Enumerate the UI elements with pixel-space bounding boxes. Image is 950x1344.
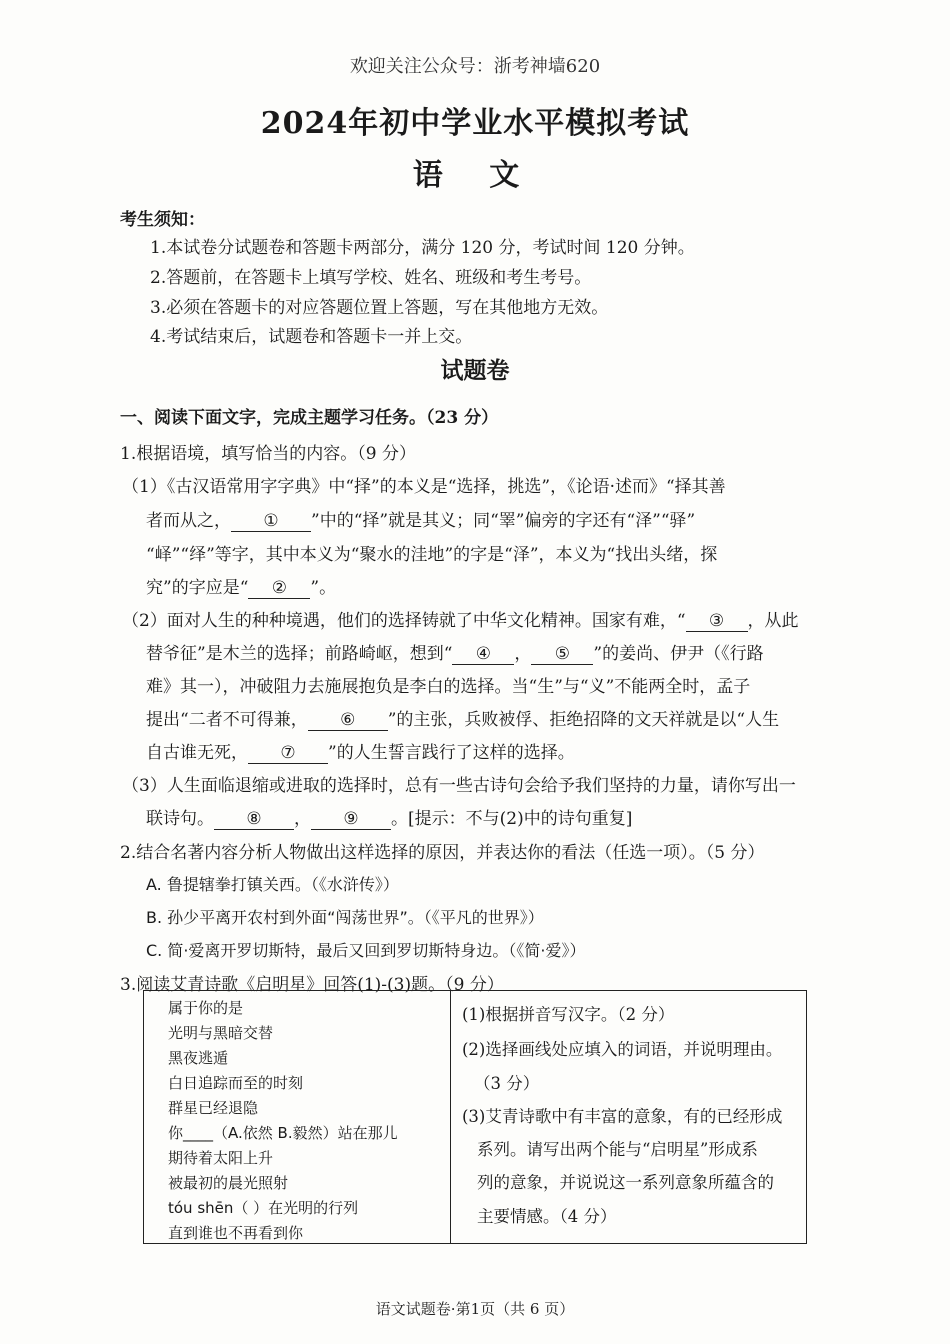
notice-item: 2.答题前，在答题卡上填写学校、姓名、班级和考生考号。	[150, 268, 592, 288]
q1-p2-line: 难》其一），冲破阻力去施展抱负是李白的选择。当“生”与“义”不能两全时，孟子	[146, 677, 751, 697]
answer-blank[interactable]: ⑤	[531, 645, 593, 665]
q3-task-2-score: （3 分）	[474, 1074, 540, 1093]
answer-blank[interactable]: ①	[231, 512, 311, 532]
notice-item: 4.考试结束后，试题卷和答题卡一并上交。	[150, 327, 473, 347]
q1-p2-line: （2）面对人生的种种境遇，他们的选择铸就了中华文化精神。国家有难，“ ③ ，从此	[122, 611, 799, 631]
q1-p2-line: 替爷征”是木兰的选择；前路崎岖，想到“ ④ ， ⑤ ”的姜尚、伊尹（《行路	[146, 644, 764, 664]
answer-blank[interactable]: ⑨	[311, 810, 391, 830]
q3-task-2: (2)选择画线处应填入的词语，并说明理由。	[462, 1040, 783, 1059]
section-title: 试题卷	[440, 357, 510, 384]
q3-stem: 3.阅读艾青诗歌《启明星》回答(1)-(3)题。（9 分）	[120, 975, 504, 995]
answer-blank[interactable]: ⑦	[248, 744, 328, 764]
poem-line: 白日追踪而至的时刻	[168, 1074, 304, 1092]
q1-p3-line: 联诗句。 ⑧ ， ⑨ 。[提示：不与(2)中的诗句重复]	[146, 809, 633, 829]
q1-p1-line: 者而从之， ① ”中的“择”就是其义；同“睪”偏旁的字还有“泽”“驿”	[146, 511, 696, 531]
answer-blank[interactable]: ⑧	[214, 810, 294, 830]
poem-line: tóu shēn（ ）在光明的行列	[168, 1199, 359, 1217]
answer-blank[interactable]: ④	[452, 645, 514, 665]
poem-line: 群星已经退隐	[168, 1099, 259, 1117]
answer-blank[interactable]: ②	[248, 579, 310, 599]
q2-option-a: A. 鲁提辖拳打镇关西。（《水浒传》）	[146, 875, 399, 894]
q3-task-1: (1)根据拼音写汉字。（2 分）	[462, 1005, 675, 1024]
notice-item: 1.本试卷分试题卷和答题卡两部分，满分 120 分，考试时间 120 分钟。	[150, 238, 695, 258]
poem-line: 黑夜逃遁	[168, 1049, 229, 1067]
answer-blank[interactable]: ⑥	[308, 711, 388, 731]
part1-heading: 一、阅读下面文字，完成主题学习任务。（23 分）	[120, 408, 499, 428]
q3-task-3: 系列。请写出两个能与“启明星”形成系	[477, 1140, 758, 1159]
exam-title: 2024年初中学业水平模拟考试	[260, 106, 690, 141]
poem-line: 你____（A.依然 B.毅然）站在那儿	[168, 1124, 398, 1142]
q3-task-3: (3)艾青诗歌中有丰富的意象，有的已经形成	[462, 1107, 783, 1126]
q3-task-3: 列的意象，并说说这一系列意象所蕴含的	[477, 1173, 774, 1192]
header-note: 欢迎关注公众号：浙考神墙620	[349, 56, 601, 77]
poem-line: 被最初的晨光照射	[168, 1174, 289, 1192]
notice-item: 3.必须在答题卡的对应答题位置上答题，写在其他地方无效。	[150, 298, 609, 318]
q2-stem: 2.结合名著内容分析人物做出这样选择的原因，并表达你的看法（任选一项）。（5 分）	[120, 843, 765, 863]
table-divider	[450, 990, 451, 1244]
q1-p1-line: “峄”“绎”等字，其中本义为“聚水的洼地”的字是“泽”，本义为“找出头绪，探	[146, 545, 718, 565]
poem-line: 期待着太阳上升	[168, 1149, 274, 1167]
q1-p1-line: （1）《古汉语常用字字典》中“择”的本义是“选择，挑选”，《论语·述而》“择其善	[122, 477, 726, 497]
q1-p1-line: 究”的字应是“ ② ”。	[146, 578, 337, 598]
subject-title: 语 文	[412, 158, 538, 193]
q1-p2-line: 自古谁无死， ⑦ ”的人生誓言践行了这样的选择。	[146, 743, 575, 763]
q1-p3-line: （3）人生面临退缩或进取的选择时，总有一些古诗句会给予我们坚持的力量，请你写出一	[122, 776, 796, 796]
q3-task-3: 主要情感。（4 分）	[477, 1207, 617, 1226]
q2-option-b: B. 孙少平离开农村到外面“闯荡世界”。（《平凡的世界》）	[146, 908, 544, 927]
poem-line: 光明与黑暗交替	[168, 1024, 274, 1042]
q1-p2-line: 提出“二者不可得兼， ⑥ ”的主张，兵败被俘、拒绝招降的文天祥就是以“人生	[146, 710, 780, 730]
q1-stem: 1.根据语境，填写恰当的内容。（9 分）	[120, 444, 416, 464]
poem-line: 属于你的是	[168, 999, 244, 1017]
notice-heading: 考生须知：	[120, 210, 205, 230]
poem-line: 直到谁也不再看到你	[168, 1224, 304, 1242]
q2-option-c: C. 简·爱离开罗切斯特，最后又回到罗切斯特身边。（《简·爱》）	[146, 941, 586, 960]
page-footer: 语文试题卷·第1页（共 6 页）	[375, 1300, 575, 1318]
answer-blank[interactable]: ③	[686, 612, 748, 632]
